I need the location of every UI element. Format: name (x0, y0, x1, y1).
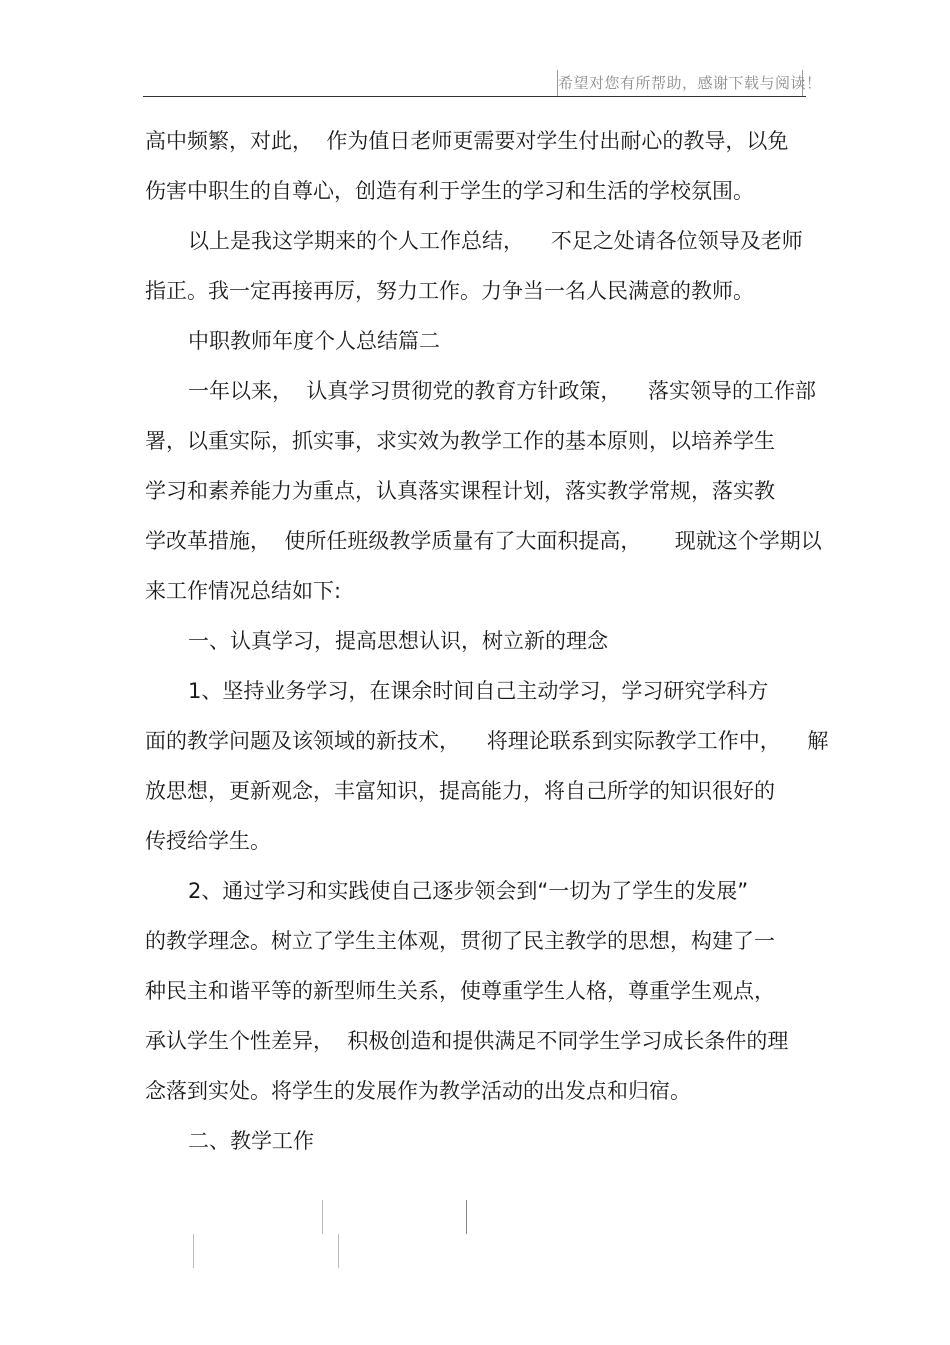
body-line: 学习和素养能力为重点，认真落实课程计划，落实教学常规，落实教 (145, 479, 775, 503)
table-border-fragment (338, 1234, 339, 1268)
body-line: 以上是我这学期来的个人工作总结， 不足之处请各位领导及老师 (188, 229, 803, 253)
body-line: 承认学生个性差异， 积极创造和提供满足不同学生学习成长条件的理 (145, 1029, 789, 1053)
body-line: 种民主和谐平等的新型师生关系，使尊重学生人格，尊重学生观点， (145, 979, 775, 1003)
section-heading: 一、认真学习，提高思想认识，树立新的理念 (188, 629, 608, 653)
body-line: 高中频繁，对此， 作为值日老师更需要对学生付出耐心的教导，以免 (145, 129, 789, 153)
body-line: 学改革措施， 使所任班级教学质量有了大面积提高， 现就这个学期以 (145, 529, 822, 553)
body-line: 念落到实处。将学生的发展作为教学活动的出发点和归宿。 (145, 1079, 691, 1103)
body-line: 伤害中职生的自尊心，创造有利于学生的学习和生活的学校氛围。 (145, 179, 754, 203)
section-heading: 二、教学工作 (188, 1129, 314, 1153)
header-tagline: 希望对您有所帮助，感谢下载与阅读！ (557, 70, 803, 96)
table-border-fragment (193, 1234, 194, 1268)
body-line: 1、坚持业务学习，在课余时间自己主动学习，学习研究学科方 (188, 679, 769, 703)
body-line: 指正。我一定再接再厉，努力工作。力争当一名人民满意的教师。 (145, 279, 754, 303)
table-border-fragment (466, 1200, 467, 1234)
body-line: 2、通过学习和实践使自己逐步领会到“一切为了学生的发展” (188, 879, 749, 903)
section-title: 中职教师年度个人总结篇二 (188, 329, 440, 353)
body-line: 传授给学生。 (145, 829, 271, 853)
body-line: 面的教学问题及该领域的新技术， 将理论联系到实际教学工作中， 解 (145, 729, 829, 753)
table-border-fragment (322, 1200, 323, 1234)
body-line: 放思想，更新观念，丰富知识，提高能力，将自己所学的知识很好的 (145, 779, 775, 803)
body-line: 的教学理念。树立了学生主体观，贯彻了民主教学的思想，构建了一 (145, 929, 775, 953)
body-line: 署，以重实际，抓实事，求实效为教学工作的基本原则，以培养学生 (145, 429, 775, 453)
body-line: 来工作情况总结如下: (145, 579, 342, 603)
body-line: 一年以来， 认真学习贯彻党的教育方针政策， 落实领导的工作部 (188, 379, 817, 403)
header-rule (143, 96, 806, 97)
